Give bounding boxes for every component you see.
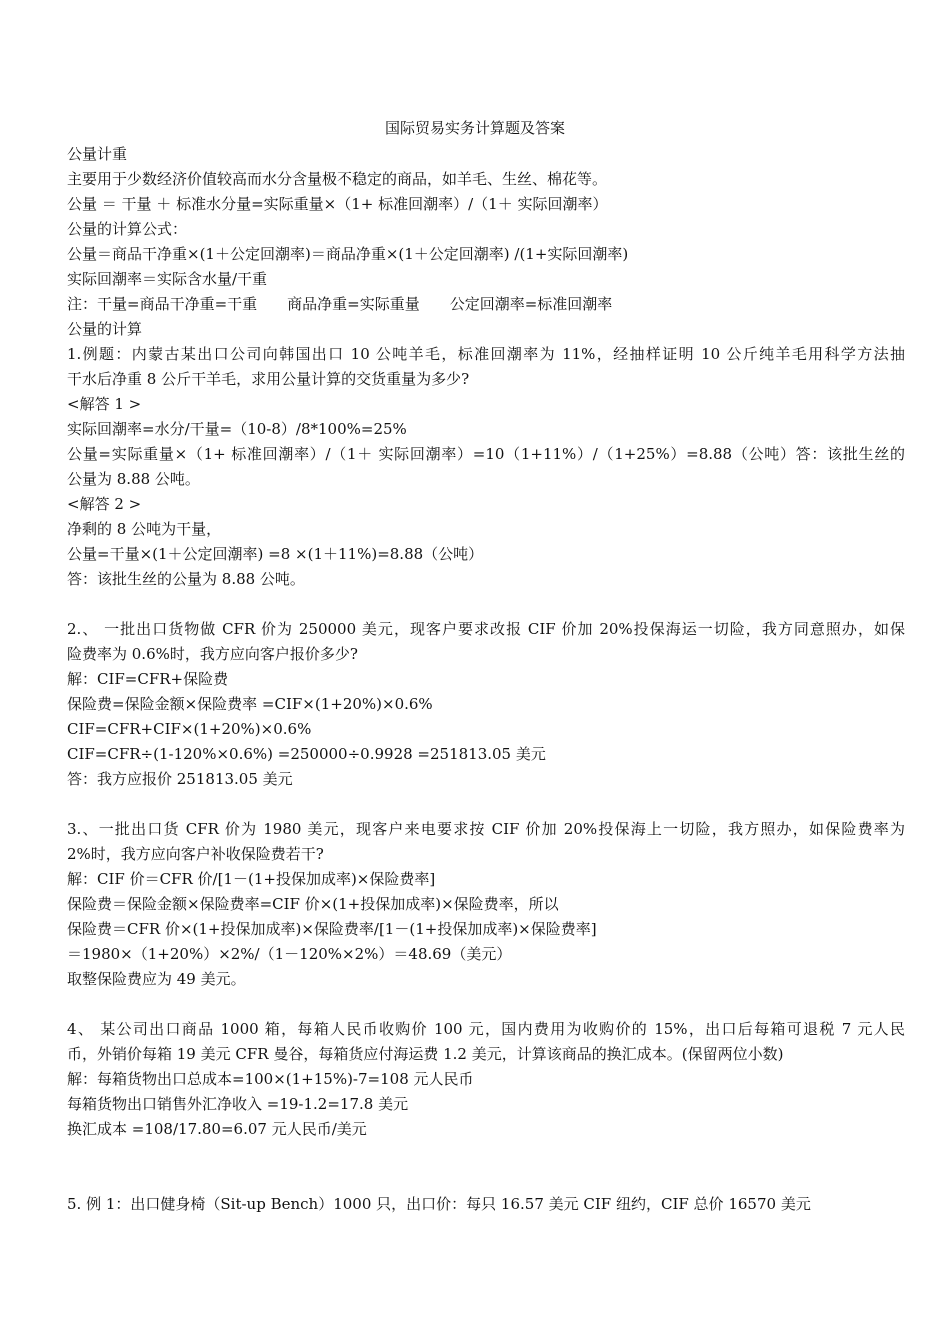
text-line: 公量=干量×(1＋公定回潮率) =8 ×(1＋11%)=8.88（公吨）	[67, 545, 484, 563]
text-line: 实际回潮率＝实际含水量/干重	[67, 270, 268, 288]
text-line: 取整保险费应为 49 美元。	[67, 970, 246, 988]
text-line: 4、 某公司出口商品 1000 箱，每箱人民币收购价 100 元，国内费用为收购价的 15%，出口后每箱可退税 7 元人民	[67, 1020, 905, 1038]
paragraph-gap	[67, 992, 905, 1017]
text-line: 主要用于少数经济价值较高而水分含量极不稳定的商品，如羊毛、生丝、棉花等。	[67, 170, 608, 188]
text-line: 5. 例 1：出口健身椅（Sit-up Bench）1000 只，出口价：每只 16.57 美元 CIF 纽约，CIF 总价 16570 美元	[67, 1195, 811, 1213]
text-line: 公量的计算	[67, 320, 143, 338]
text-line: 注：干量=商品干净重=干重 商品净重=实际重量 公定回潮率=标准回潮率	[67, 295, 613, 313]
text-line: 公量＝商品干净重×(1＋公定回潮率)＝商品净重×(1＋公定回潮率) /(1+实际回潮率)	[67, 245, 629, 263]
text-line: 干水后净重 8 公斤干羊毛，求用公量计算的交货重量为多少?	[67, 370, 470, 388]
text-line: 公量为 8.88 公吨。	[67, 470, 200, 488]
text-line: 2.、 一批出口货物做 CFR 价为 250000 美元，现客户要求改报 CIF 价加 20%投保海运一切险，我方同意照办，如保	[67, 620, 905, 638]
text-line: 答：我方应报价 251813.05 美元	[67, 770, 293, 788]
text-line: 公量的计算公式：	[67, 220, 188, 238]
document-title: 国际贸易实务计算题及答案	[384, 119, 565, 137]
text-line: 解：CIF 价＝CFR 价/[1－(1+投保加成率)×保险费率]	[67, 870, 436, 888]
text-line: 解：CIF=CFR+保险费	[67, 670, 229, 688]
paragraph-gap	[67, 1142, 905, 1192]
text-line: 保险费=保险金额×保险费率 =CIF×(1+20%)×0.6%	[67, 695, 433, 713]
text-line: <解答 2 >	[67, 495, 142, 513]
text-line: 2%时，我方应向客户补收保险费若干?	[67, 845, 324, 863]
text-line: ＝1980×（1+20%）×2%/（1－120%×2%）＝48.69（美元）	[67, 945, 512, 963]
text-line: CIF=CFR÷(1-120%×0.6%) =250000÷0.9928 =251813.05 美元	[67, 745, 546, 763]
text-line: 1.例题：内蒙古某出口公司向韩国出口 10 公吨羊毛，标准回潮率为 11%，经抽样证明 10 公斤纯羊毛用科学方法抽	[67, 345, 905, 363]
text-line: 实际回潮率=水分/干量=（10-8）/8*100%=25%	[67, 420, 407, 438]
text-line: 换汇成本 =108/17.80=6.07 元人民币/美元	[67, 1120, 367, 1138]
text-line: 公量 ＝ 干量 ＋ 标准水分量=实际重量×（1+ 标准回潮率）/（1＋ 实际回潮率）	[67, 195, 608, 213]
text-line: CIF=CFR+CIF×(1+20%)×0.6%	[67, 720, 312, 738]
text-line: 3.、一批出口货 CFR 价为 1980 美元，现客户来电要求按 CIF 价加 20%投保海上一切险，我方照办，如保险费率为	[67, 820, 905, 838]
paragraph-gap	[67, 592, 905, 617]
text-line: 公量=实际重量×（1+ 标准回潮率）/（1＋ 实际回潮率）=10（1+11%）/（1+25%）=8.88（公吨）答：该批生丝的	[67, 445, 905, 463]
text-line: 险费率为 0.6%时，我方应向客户报价多少?	[67, 645, 358, 663]
text-line: 币，外销价每箱 19 美元 CFR 曼谷，每箱货应付海运费 1.2 美元，计算该商品的换汇成本。(保留两位小数)	[67, 1045, 784, 1063]
text-line: 保险费＝CFR 价×(1+投保加成率)×保险费率/[1－(1+投保加成率)×保险费率]	[67, 920, 597, 938]
text-line: 保险费＝保险金额×保险费率=CIF 价×(1+投保加成率)×保险费率，所以	[67, 895, 559, 913]
text-line: 每箱货物出口销售外汇净收入 =19-1.2=17.8 美元	[67, 1095, 409, 1113]
text-line: 答：该批生丝的公量为 8.88 公吨。	[67, 570, 305, 588]
paragraph-gap	[67, 792, 905, 817]
text-line: 公量计重	[67, 145, 128, 163]
text-line: <解答 1 >	[67, 395, 142, 413]
document-body	[67, 142, 905, 1217]
text-line: 净剩的 8 公吨为干量，	[67, 520, 222, 538]
text-line: 解：每箱货物出口总成本=100×(1+15%)-7=108 元人民币	[67, 1070, 474, 1088]
